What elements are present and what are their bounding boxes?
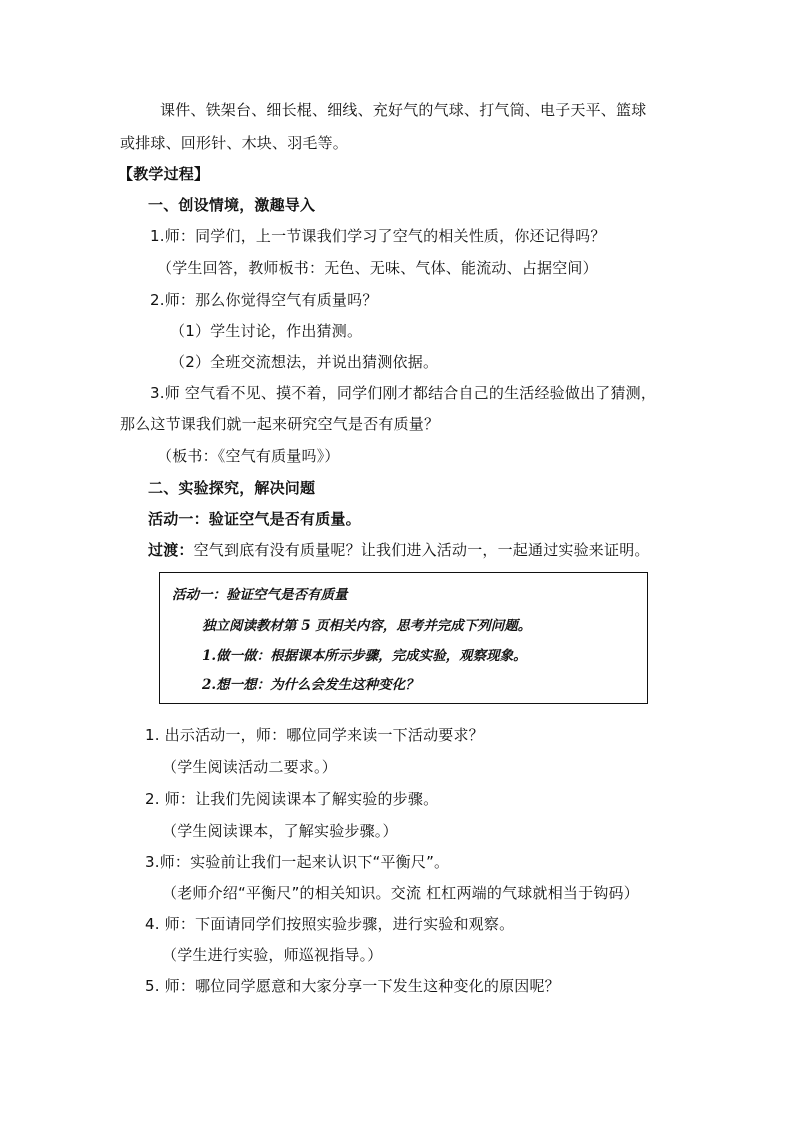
step-2: 2. 师：让我们先阅读课本了解实验的步骤。 [145,790,439,808]
transition-text: 空气到底有没有质量呢？让我们进入活动一，一起通过实验来证明。 [193,541,650,559]
part1-paragraph-1: 1.师：同学们，上一节课我们学习了空气的相关性质，你还记得吗？ [150,227,606,245]
part1-paragraph-2a: （1）学生讨论，作出猜测。 [170,322,363,340]
part1-paragraph-1-note: （学生回答，教师板书：无色、无味、气体、能流动、占据空间） [157,259,598,277]
step-2-note: （学生阅读课本，了解实验步骤。） [162,822,398,840]
materials-line-1: 课件、铁架台、细长棍、细线、充好气的气球、打气筒、电子天平、篮球 [160,101,647,119]
activity-box [159,572,648,704]
step-4-note: （学生进行实验，师巡视指导。） [162,946,383,964]
activity-box-title: 活动一：验证空气是否有质量 [172,587,348,603]
transition-label: 过渡： [148,541,194,559]
part1-paragraph-3-line-1: 3.师 空气看不见、摸不着，同学们刚才都结合自己的生活经验做出了猜测， [150,384,657,402]
part2-heading: 二、实验探究，解决问题 [148,479,316,497]
step-3: 3.师：实验前让我们一起来认识下“平衡尺”。 [145,853,450,871]
activity-box-question-2: 2.想一想：为什么会发生这种变化？ [202,677,419,693]
part1-paragraph-2: 2.师：那么你觉得空气有质量吗？ [150,291,378,309]
activity-one-title: 活动一：验证空气是否有质量。 [148,510,361,528]
part1-heading: 一、创设情境，激趣导入 [148,196,316,214]
step-1-note: （学生阅读活动二要求。） [162,758,337,776]
transition-paragraph [148,539,650,561]
part1-paragraph-3-note: （板书：《空气有质量吗》） [157,447,340,465]
activity-box-instruction: 独立阅读教材第 5 页相关内容，思考并完成下列问题。 [202,618,532,634]
part1-paragraph-3-line-2: 那么这节课我们就一起来研究空气是否有质量？ [120,415,440,433]
step-1: 1. 出示活动一，师：哪位同学来读一下活动要求？ [145,726,484,744]
activity-box-question-1: 1.做一做：根据课本所示步骤，完成实验，观察现象。 [202,648,527,664]
step-3-note: （老师介绍“平衡尺”的相关知识。交流 杠杠两端的气球就相当于钩码） [162,884,639,902]
part1-paragraph-2b: （2）全班交流想法，并说出猜测依据。 [170,353,439,371]
step-5: 5. 师：哪位同学愿意和大家分享一下发生这种变化的原因呢？ [145,977,560,995]
section-heading: 【教学过程】 [118,165,210,183]
step-4: 4. 师：下面请同学们按照实验步骤，进行实验和观察。 [145,915,515,933]
materials-line-2: 或排球、回形针、木块、羽毛等。 [120,134,349,152]
